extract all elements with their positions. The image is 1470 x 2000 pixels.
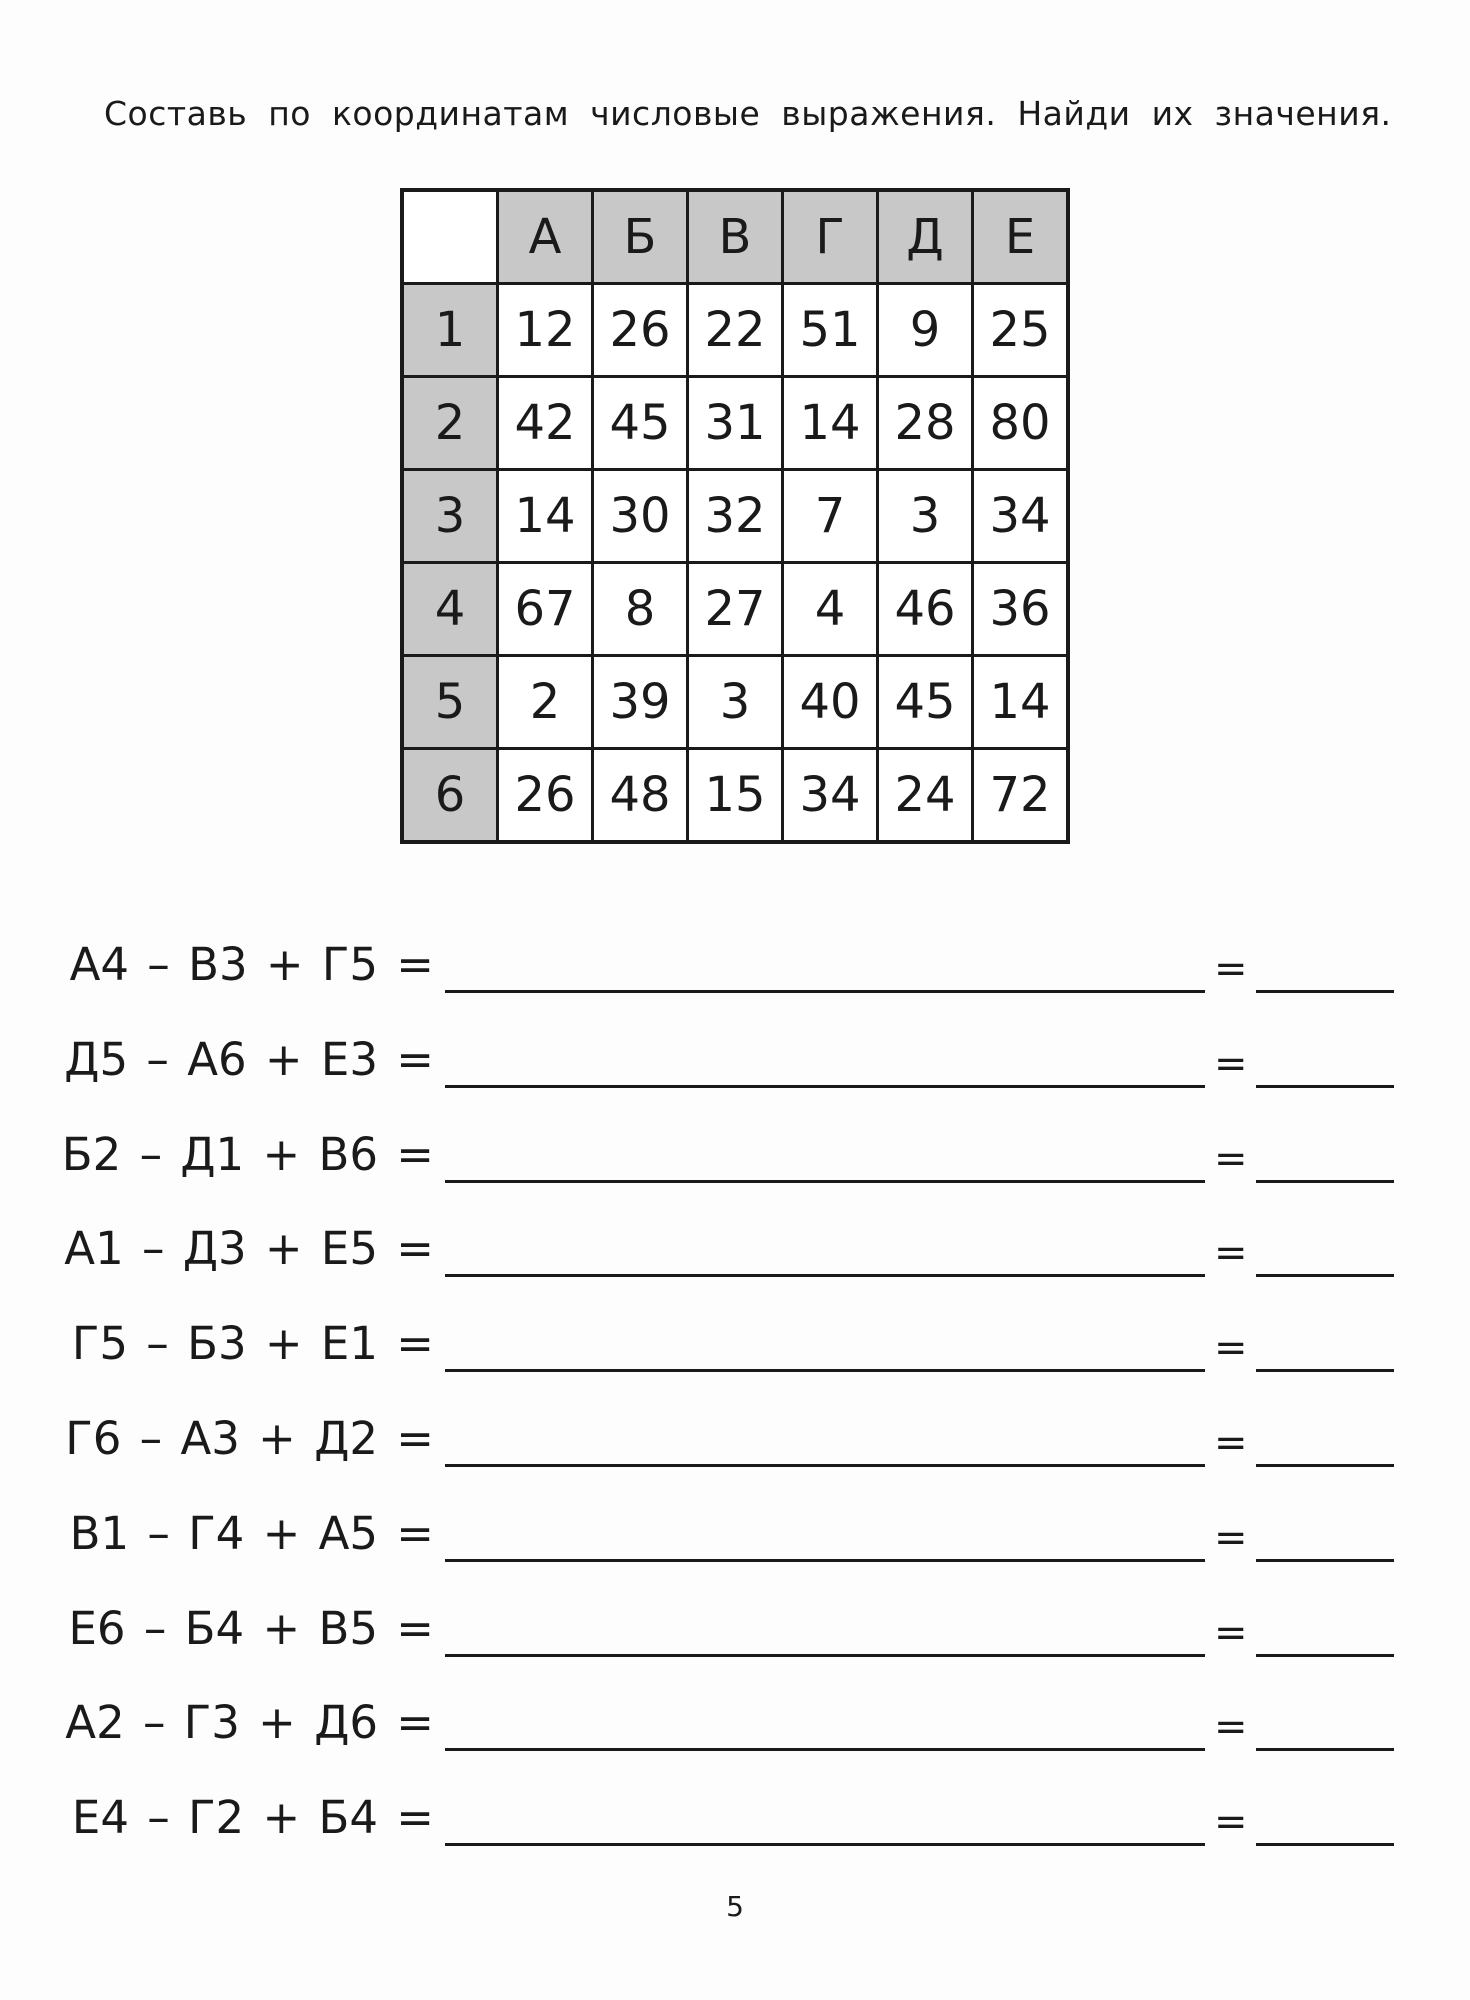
- row-header: 3: [402, 470, 498, 563]
- work-answer-line[interactable]: [445, 1843, 1205, 1846]
- grid-row: [402, 284, 1068, 377]
- column-header: Б: [593, 190, 688, 284]
- equals-sign: =: [1214, 1040, 1248, 1087]
- grid-cell: 46: [878, 563, 973, 656]
- expression-row: [0, 1299, 1470, 1394]
- grid-cell: 39: [593, 656, 688, 749]
- grid-cell: 30: [593, 470, 688, 563]
- coordinate-grid: [400, 188, 1070, 844]
- final-answer-line[interactable]: [1256, 1369, 1394, 1372]
- row-header: 2: [402, 377, 498, 470]
- expression-row: [0, 1394, 1470, 1489]
- grid-cell: 3: [688, 656, 783, 749]
- grid-cell: 34: [973, 470, 1069, 563]
- column-header: А: [498, 190, 593, 284]
- grid-cell: 22: [688, 284, 783, 377]
- grid-cell: 24: [878, 749, 973, 843]
- grid-header-row: [402, 190, 1068, 284]
- equals-sign: =: [1214, 1325, 1248, 1372]
- row-header: 6: [402, 749, 498, 843]
- grid-cell: 14: [498, 470, 593, 563]
- grid-row: [402, 563, 1068, 656]
- grid-cell: 27: [688, 563, 783, 656]
- final-answer-line[interactable]: [1256, 1180, 1394, 1183]
- expression-label: Е6 – Б4 + В5 =: [68, 1601, 434, 1655]
- final-answer-line[interactable]: [1256, 1464, 1394, 1467]
- expression-row: [0, 1204, 1470, 1299]
- expression-row: [0, 1110, 1470, 1205]
- expression-label: Б2 – Д1 + В6 =: [61, 1127, 434, 1181]
- grid-cell: 31: [688, 377, 783, 470]
- expression-row: [0, 1773, 1470, 1868]
- expression-label: Г5 – Б3 + Е1 =: [71, 1317, 434, 1371]
- expression-row: [0, 1584, 1470, 1679]
- page-number: 5: [726, 1890, 744, 1923]
- expression-row: [0, 920, 1470, 1015]
- grid-cell: 40: [783, 656, 878, 749]
- equals-sign: =: [1214, 1230, 1248, 1277]
- grid-cell: 15: [688, 749, 783, 843]
- grid-row: [402, 749, 1068, 843]
- grid-cell: 42: [498, 377, 593, 470]
- row-header: 5: [402, 656, 498, 749]
- grid-cell: 2: [498, 656, 593, 749]
- expression-label: А4 – В3 + Г5 =: [69, 938, 434, 991]
- equals-sign: =: [1214, 1419, 1248, 1466]
- final-answer-line[interactable]: [1256, 1274, 1394, 1277]
- work-answer-line[interactable]: [445, 1085, 1205, 1088]
- expression-row: [0, 1489, 1470, 1584]
- expression-row: [0, 1678, 1470, 1773]
- grid-row: [402, 656, 1068, 749]
- grid-cell: 45: [593, 377, 688, 470]
- work-answer-line[interactable]: [445, 1748, 1205, 1751]
- grid-cell: 72: [973, 749, 1069, 843]
- work-answer-line[interactable]: [445, 1464, 1205, 1467]
- grid-cell: 51: [783, 284, 878, 377]
- final-answer-line[interactable]: [1256, 1748, 1394, 1751]
- equals-sign: =: [1214, 1514, 1248, 1561]
- expression-label: Г6 – А3 + Д2 =: [65, 1411, 434, 1465]
- equals-sign: =: [1214, 1135, 1248, 1182]
- grid-cell: 34: [783, 749, 878, 843]
- expression-label: Д5 – А6 + Е3 =: [64, 1032, 434, 1086]
- grid-cell: 67: [498, 563, 593, 656]
- work-answer-line[interactable]: [445, 1654, 1205, 1657]
- equals-sign: =: [1214, 946, 1248, 992]
- work-answer-line[interactable]: [445, 1559, 1205, 1562]
- grid-cell: 32: [688, 470, 783, 563]
- equals-sign: =: [1214, 1799, 1248, 1846]
- expression-label: В1 – Г4 + А5 =: [69, 1506, 434, 1560]
- grid-cell: 3: [878, 470, 973, 563]
- grid-row: [402, 470, 1068, 563]
- column-header: Е: [973, 190, 1069, 284]
- grid-cell: 45: [878, 656, 973, 749]
- final-answer-line[interactable]: [1256, 990, 1394, 993]
- work-answer-line[interactable]: [445, 1180, 1205, 1183]
- grid-cell: 4: [783, 563, 878, 656]
- grid-cell: 9: [878, 284, 973, 377]
- row-header: 4: [402, 563, 498, 656]
- instruction-text: Составь по координатам числовые выражения. Найди их значения.: [104, 94, 1392, 133]
- grid-cell: 14: [973, 656, 1069, 749]
- final-answer-line[interactable]: [1256, 1843, 1394, 1846]
- grid-cell: 12: [498, 284, 593, 377]
- final-answer-line[interactable]: [1256, 1654, 1394, 1657]
- expression-label: А1 – Д3 + Е5 =: [64, 1222, 434, 1276]
- expression-row: [0, 1015, 1470, 1110]
- work-answer-line[interactable]: [445, 990, 1205, 993]
- grid-cell: 36: [973, 563, 1069, 656]
- grid-cell: 28: [878, 377, 973, 470]
- row-header: 1: [402, 284, 498, 377]
- equals-sign: =: [1214, 1609, 1248, 1656]
- expression-label: Е4 – Г2 + Б4 =: [71, 1791, 434, 1845]
- final-answer-line[interactable]: [1256, 1559, 1394, 1562]
- equals-sign: =: [1214, 1704, 1248, 1751]
- column-header: В: [688, 190, 783, 284]
- column-header: Д: [878, 190, 973, 284]
- grid-corner-cell: [402, 190, 498, 284]
- grid-cell: 48: [593, 749, 688, 843]
- column-header: Г: [783, 190, 878, 284]
- grid-row: [402, 377, 1068, 470]
- grid-cell: 7: [783, 470, 878, 563]
- grid-cell: 26: [498, 749, 593, 843]
- final-answer-line[interactable]: [1256, 1085, 1394, 1088]
- grid-cell: 14: [783, 377, 878, 470]
- grid-cell: 26: [593, 284, 688, 377]
- work-answer-line[interactable]: [445, 1274, 1205, 1277]
- grid-cell: 25: [973, 284, 1069, 377]
- grid-cell: 8: [593, 563, 688, 656]
- expression-label: А2 – Г3 + Д6 =: [65, 1696, 434, 1750]
- work-answer-line[interactable]: [445, 1369, 1205, 1372]
- expression-list: [0, 920, 1470, 1868]
- grid-cell: 80: [973, 377, 1069, 470]
